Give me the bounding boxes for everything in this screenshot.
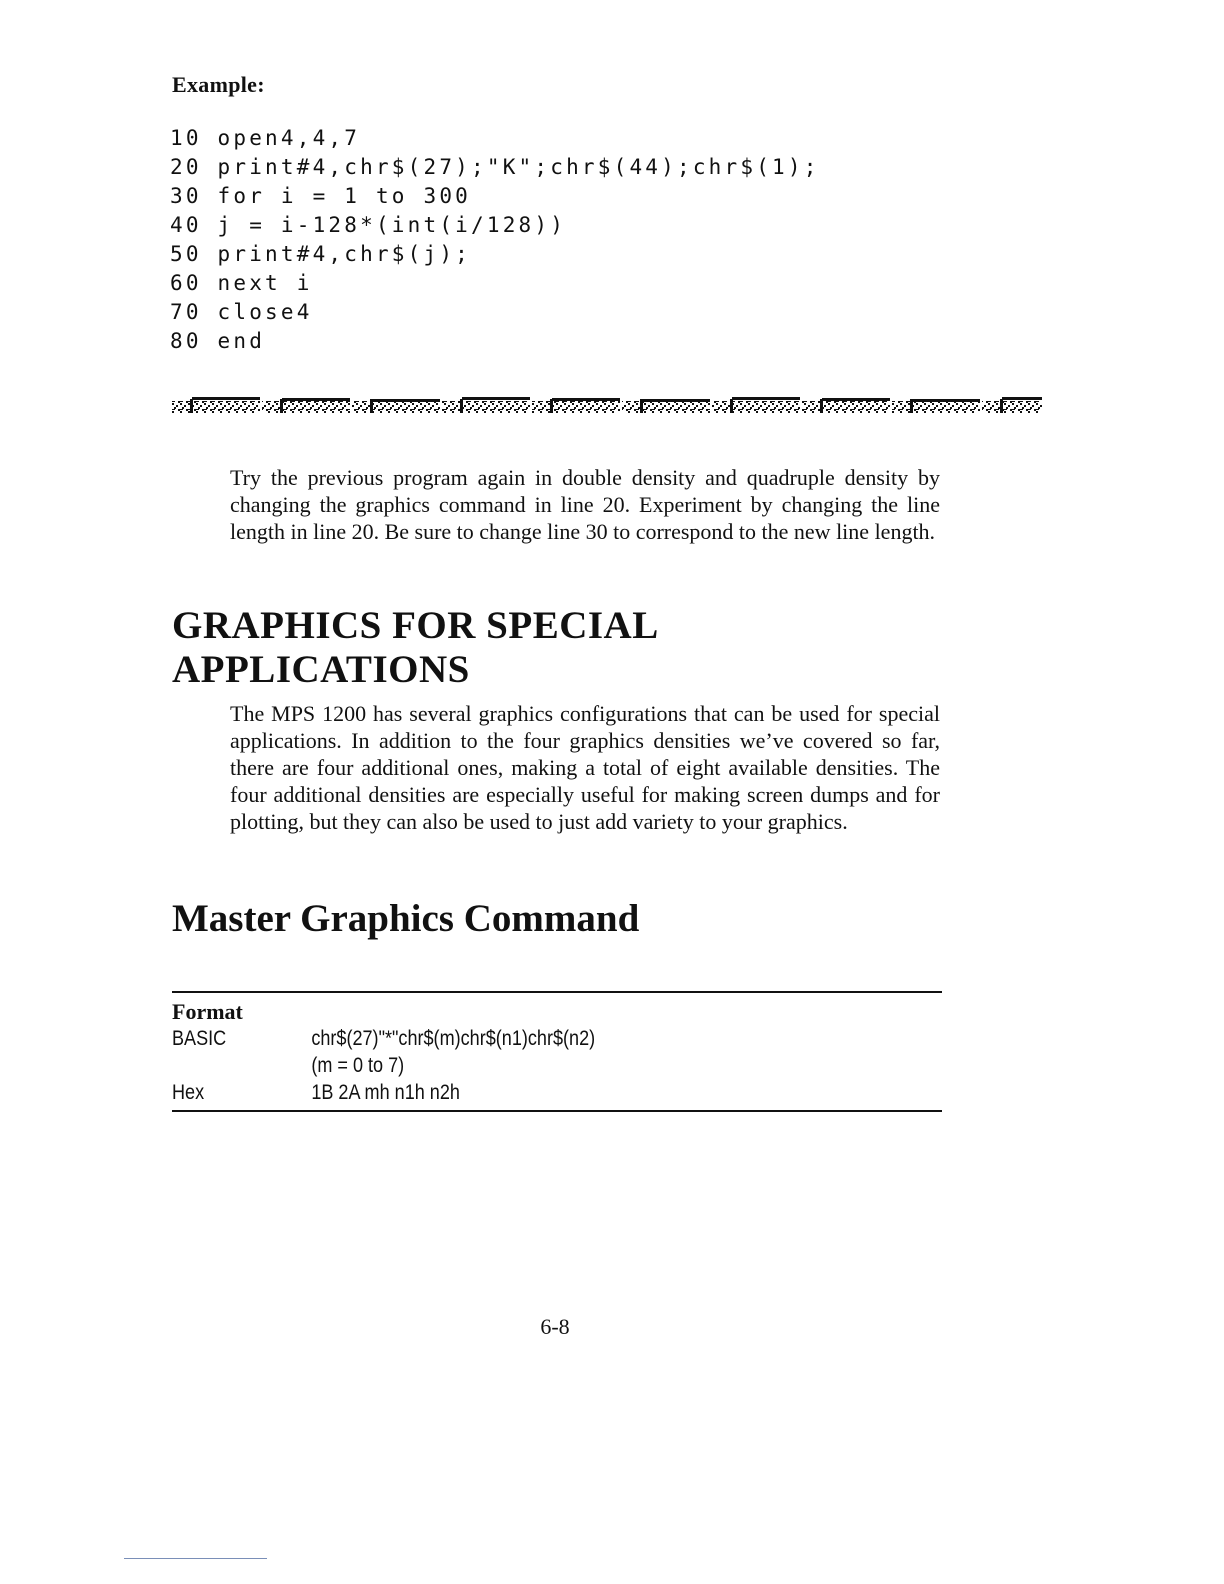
code-line: 70 close4 [170, 300, 313, 324]
strip-bar [192, 397, 260, 400]
strip-tick [730, 399, 733, 413]
code-line: 80 end [170, 329, 266, 353]
format-row-range [172, 1052, 834, 1079]
sub-heading: Master Graphics Command [172, 897, 640, 940]
format-key [172, 1052, 311, 1079]
format-key: BASIC [172, 1027, 227, 1050]
strip-bar [822, 398, 890, 401]
paragraph-special-applications: The MPS 1200 has several graphics configurations that can be used for special applications. In addition to the four graphics densities we’ve covered so far, there are four additional ones, making a total of eight available densities. The four additional densities are especially useful for making screen dumps and for plotting, but they can also be used to just add variety to your graphics. [230, 701, 940, 834]
strip-block [802, 401, 890, 413]
strip-bar [462, 397, 530, 400]
format-value: chr$(27)"*"chr$(m)chr$(n1)chr$(n2) [311, 1027, 596, 1050]
format-key: Hex [172, 1081, 205, 1104]
format-value: 1B 2A mh n1h n2h [311, 1081, 460, 1104]
format-row-hex [172, 1079, 834, 1106]
code-line: 40 j = i-128*(int(i/128)) [170, 213, 567, 237]
strip-tick [640, 399, 643, 413]
strip-block [532, 401, 620, 413]
strip-tick [460, 399, 463, 413]
strip-tick [820, 399, 823, 413]
section-heading-line-2: APPLICATIONS [172, 648, 470, 691]
format-row-basic [172, 1025, 834, 1052]
format-table [172, 991, 942, 1112]
strip-tick [280, 399, 283, 413]
section-heading [172, 604, 972, 692]
section-heading-line-1: GRAPHICS FOR SPECIAL [172, 604, 659, 647]
strip-tick [550, 399, 553, 413]
code-line: 20 print#4,chr$(27);"K";chr$(44);chr$(1); [170, 155, 820, 179]
strip-tick [1000, 399, 1003, 413]
code-line: 50 print#4,chr$(j); [170, 242, 472, 266]
strip-block [892, 401, 980, 413]
example-label: Example: [172, 72, 265, 97]
format-title: Format [172, 999, 243, 1024]
strip-bar [552, 398, 620, 401]
strip-block [262, 401, 350, 413]
page-number: 6-8 [540, 1314, 570, 1339]
code-listing [170, 124, 820, 356]
corner-rule [124, 1558, 267, 1559]
code-line: 30 for i = 1 to 300 [170, 184, 472, 208]
strip-block [982, 401, 1042, 413]
code-line: 60 next i [170, 271, 313, 295]
printed-graphics-strip [172, 395, 1042, 415]
strip-block [352, 401, 440, 413]
strip-bar [912, 399, 980, 402]
strip-tick [910, 399, 913, 413]
strip-bar [642, 399, 710, 402]
code-line: 10 open4,4,7 [170, 126, 361, 150]
strip-bar [282, 398, 350, 401]
strip-block [172, 401, 260, 413]
strip-block [442, 401, 530, 413]
strip-bar [372, 399, 440, 402]
strip-bar [732, 397, 800, 400]
format-value: (m = 0 to 7) [311, 1054, 405, 1077]
strip-bar [1002, 397, 1042, 400]
strip-tick [370, 399, 373, 413]
strip-block [622, 401, 710, 413]
strip-tick [190, 399, 193, 413]
paragraph-double-density: Try the previous program again in double density and quadruple density by changing the graphics command in line 20. Experiment by changing the line length in line 20. Be sure to change line 30 to correspond to the new line length. [230, 465, 940, 544]
strip-block [712, 401, 800, 413]
